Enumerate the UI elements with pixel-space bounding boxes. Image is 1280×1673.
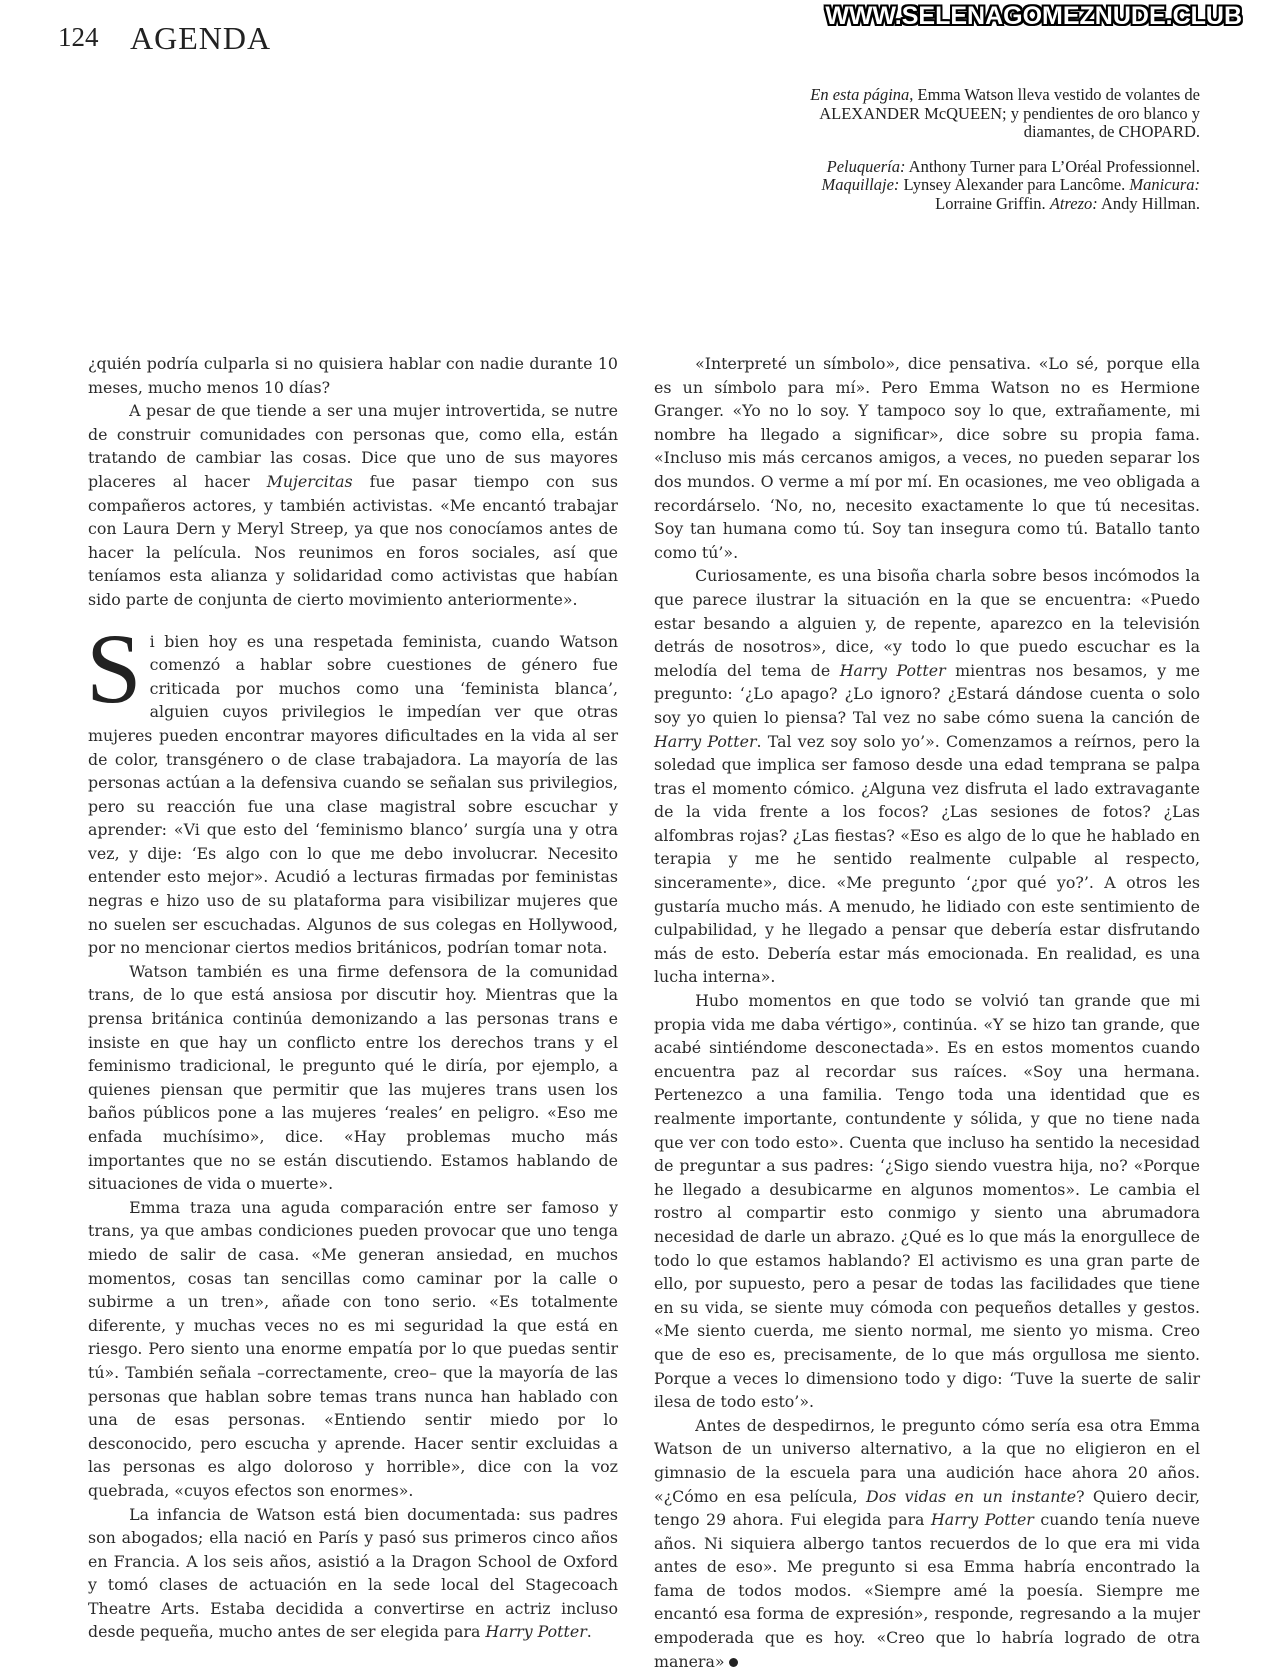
page-number: 124 <box>58 22 99 52</box>
paragraph <box>654 564 1200 989</box>
credits-outfit <box>800 86 1200 142</box>
drop-cap: S <box>86 612 142 724</box>
paragraph-text: . Tal vez soy solo yo’». Comenzamos a reírnos, pero la soledad que implica ser famoso desde una edad temprana se palpa tras el momento cómico. ¿Alguna vez disfruta el lado extravagante de la vida frente a los focos? ¿Las sesiones de fotos? ¿Las alfombras rojas? ¿Las fiestas? «Eso es algo de lo que he hablado en terapia y me he sentido realmente culpable al respecto, sinceramente», dice. «Me pregunto ‘¿por qué yo?’. A otros les gustaría mucho más. A menudo, he lidiado con este sentimiento de culpabilidad, y he llegado a pensar que debería estar disfrutando más de esto. Debería estar más emocionada. En realidad, es una lucha interna». <box>654 731 1201 987</box>
paragraph <box>88 399 618 611</box>
film-title: Mujercitas <box>266 471 353 491</box>
paragraph: Emma traza una aguda comparación entre ser famoso y trans, ya que ambas condiciones pueden provocar que uno tenga miedo de salir de casa. «Me generan ansiedad, en muchos momentos, cosas tan sencillas como caminar por la calle o subirme a un tren», añade con tono serio. «Es totalmente diferente, y muchas veces no es mi seguridad la que está en riesgo. Pero siento una enorme empatía por lo que puedas sentir tú». También señala –correctamente, creo– que la mayoría de las personas que hablan sobre temas trans nunca han hablado con una de esas personas. «Entiendo sentir miedo por lo desconocido, pero escucha y aprende. Hacer sentir excluidas a las personas es algo doloroso y horrible», dice con la voz quebrada, «cuyos efectos son enormes». <box>88 1197 618 1500</box>
end-of-article-dot-icon <box>729 1658 738 1667</box>
paragraph-text: fue pasar tiempo con sus compañeros actores, y también activistas. «Me encantó trabajar con Laura Dern y Meryl Streep, ya que nos conocíamos antes de hacer la película. Nos reunimos en foros sociales, así que teníamos esta alianza y solidaridad como activistas que habían sido parte de conjunta de cierto movimiento anteriormente». <box>88 471 618 609</box>
paragraph <box>654 1414 1200 1673</box>
article-left-column <box>88 352 618 1644</box>
paragraph: Hubo momentos en que todo se volvió tan grande que mi propia vida me daba vértigo», continúa. «Y se hizo tan grande, que acabé sintiéndome desconectada». Es en estos momentos cuando encuentra paz al recordar sus raíces. «Soy una hermana. Pertenezco a una familia. Tengo toda una identidad que es realmente importante, contundente y sólida, y que no tiene nada que ver con todo esto». Cuenta que incluso ha sentido la necesidad de preguntar a sus padres: ‘¿Sigo siendo vuestra hija, no? «Porque he llegado a desubicarme en algunos momentos». Le cambia el rostro al compartir esto conmigo y siento una abrumadora necesidad de darle un abrazo. ¿Qué es lo que más la enorgullece de todo lo que estamos hablando? El activismo es una gran parte de ello, por supuesto, pero a pesar de todas las facilidades que tiene en su vida, se siente muy cómoda con pequeños detalles y gestos. «Me siento cuerda, me siento normal, me siento yo misma. Creo que de eso es, precisamente, de lo que más orgullosa me siento. Porque a veces lo dimensiono todo y digo: ‘Tuve la suerte de salir ilesa de todo esto’». <box>654 991 1200 1412</box>
paragraph <box>88 1503 618 1645</box>
credits-nails-label: Manicura: <box>1129 175 1200 194</box>
paragraph: Watson también es una firme defensora de la comunidad trans, de lo que está ansiosa por discutir hoy. Mientras que la prensa británica continúa demonizando a las personas trans e insiste en que hay un conflicto entre los derechos trans y el feminismo tradicional, le pregunto qué le diría, por ejemplo, a quienes piensan que permitir que las mujeres trans usen los baños públicos pone a las mujeres ‘reales’ en peligro. «Eso me enfada muchísimo», dice. «Hay problemas mucho más importantes que no se están discutiendo. Estamos hablando de situaciones de vida o muerte». <box>88 961 618 1194</box>
paragraph-text: ? Quiero decir, tengo 29 ahora. Fui elegida para <box>654 1486 1201 1530</box>
paragraph: «Interpreté un símbolo», dice pensativa. «Lo sé, porque ella es un símbolo para mí». Pero Emma Watson no es Hermione Granger. «Yo no lo soy. Y tampoco soy lo que, extrañamente, mi nombre ha llegado a significar», dice sobre su propia fama. «Incluso mis más cercanos amigos, a veces, no pueden separar los dos mundos. O verme a mí por mí. En ocasiones, me veo obligada a recordárselo. ‘No, no, necesito exactamente lo que tú necesitas. Soy tan humana como tú. Soy tan insegura como tú. Batallo tanto como tú’». <box>654 354 1200 562</box>
article-right-column <box>654 352 1200 1673</box>
paragraph-text: cuando tenía nueve años. Ni siquiera albergo tantos recuerdos de lo que era mi vida antes de eso». Me pregunto si esa Emma habría encontrado la fama de todos modos. «Siempre amé la poesía. Siempre me encantó esa forma de expresión», responde, regresando a la mujer empoderada que es hoy. «Creo que lo habría logrado de otra manera» <box>654 1510 1200 1671</box>
film-title: Harry Potter <box>839 660 946 680</box>
watermark: WWW.SELENAGOMEZNUDE.CLUB <box>825 2 1242 30</box>
paragraph-text: Antes de despedirnos, le pregunto cómo sería esa otra Emma Watson de un universo alternativo, a la que no eligieron en el gimnasio de la escuela para una audición hace ahora 20 años. «¿Cómo en esa película, <box>654 1415 1200 1506</box>
credits-makeup-label: Maquillaje: <box>821 175 900 194</box>
credits-team <box>800 158 1200 214</box>
paragraph-text: A pesar de que tiende a ser una mujer introvertida, se nutre de construir comunidades con personas que, como ella, están tratando de cambiar las cosas. Dice que uno de sus mayores placeres al hacer <box>88 401 618 491</box>
paragraph-text: La infancia de Watson está bien documentada: sus padres son abogados; ella nació en París y pasó sus primeros cinco años en Francia. A los seis años, asistió a la Dragon School de Oxford y tomó clases de actuación en la sede local del Stagecoach Theatre Arts. Estaba decidida a convertirse en actriz incluso desde pequeña, mucho antes de ser elegida para <box>88 1504 618 1642</box>
paragraph-text: . <box>586 1622 592 1642</box>
credits-props-label: Atrezo: <box>1049 193 1098 213</box>
film-title: Harry Potter <box>485 1622 587 1642</box>
credits-makeup-text: Lynsey Alexander para Lancôme. <box>899 175 1130 194</box>
paragraph: ¿quién podría culparla si no quisiera hablar con nadie durante 10 meses, mucho menos 10 días? <box>88 354 618 397</box>
credits-nails-text: Lorraine Griffin. <box>935 193 1050 213</box>
paragraph-text: mientras nos besamos, y me pregunto: ‘¿Lo apago? ¿Lo ignoro? ¿Estará dándose cuenta o solo soy yo quien lo piensa? Tal vez no sabe cómo suena la canción de <box>654 660 1200 727</box>
paragraph <box>86 612 618 960</box>
photo-credits <box>800 86 1200 229</box>
credits-hair-text: Anthony Turner para L’Oréal Professionnel. <box>905 156 1200 176</box>
paragraph-text: i bien hoy es una respetada feminista, cuando Watson comenzó a hablar sobre cuestiones de género fue criticada por muchos como una ‘feminista blanca’, alguien cuyos privilegios le impedían ver que otras mujeres pueden encontrar mayores dificultades en la vida al ser de color, transgénero o de clase trabajadora. La mayoría de las personas actúan a la defensiva cuando se señalan sus privilegios, pero su reacción fue una clase magistral sobre escuchar y aprender: «Vi que esto del ‘feminismo blanco’ surgía una y otra vez, y dije: ‘Es algo con lo que me debo involucrar. Necesito entender esto mejor». Acudió a lecturas firmadas por feministas negras e hizo uso de su plataforma para visibilizar mujeres que no suelen ser escuchadas. Algunos de sus colegas en Hollywood, por no mencionar ciertos medios británicos, podrían tomar nota. <box>88 631 618 958</box>
credits-hair-label: Peluquería: <box>826 156 906 176</box>
credits-outfit-label: En esta página <box>810 85 910 104</box>
section-title: AGENDA <box>130 20 272 56</box>
film-title: Harry Potter <box>654 731 757 751</box>
credits-outfit-text: , Emma Watson lleva vestido de volantes de ALEXANDER McQUEEN; y pendientes de oro blanco y diamantes, de CHOPARD. <box>819 85 1200 141</box>
film-title: Dos vidas en un instante <box>866 1486 1077 1506</box>
credits-props-text: Andy Hillman. <box>1097 193 1200 213</box>
film-title: Harry Potter <box>931 1510 1034 1530</box>
paragraph-text: Curiosamente, es una bisoña charla sobre besos incómodos la que parece ilustrar la situación en la que se encuentra: «Puedo estar besando a alguien y, de repente, aparezco en la televisión detrás de nosotros», dice, «y todo lo que puedo escuchar es la melodía del tema de <box>654 566 1200 680</box>
